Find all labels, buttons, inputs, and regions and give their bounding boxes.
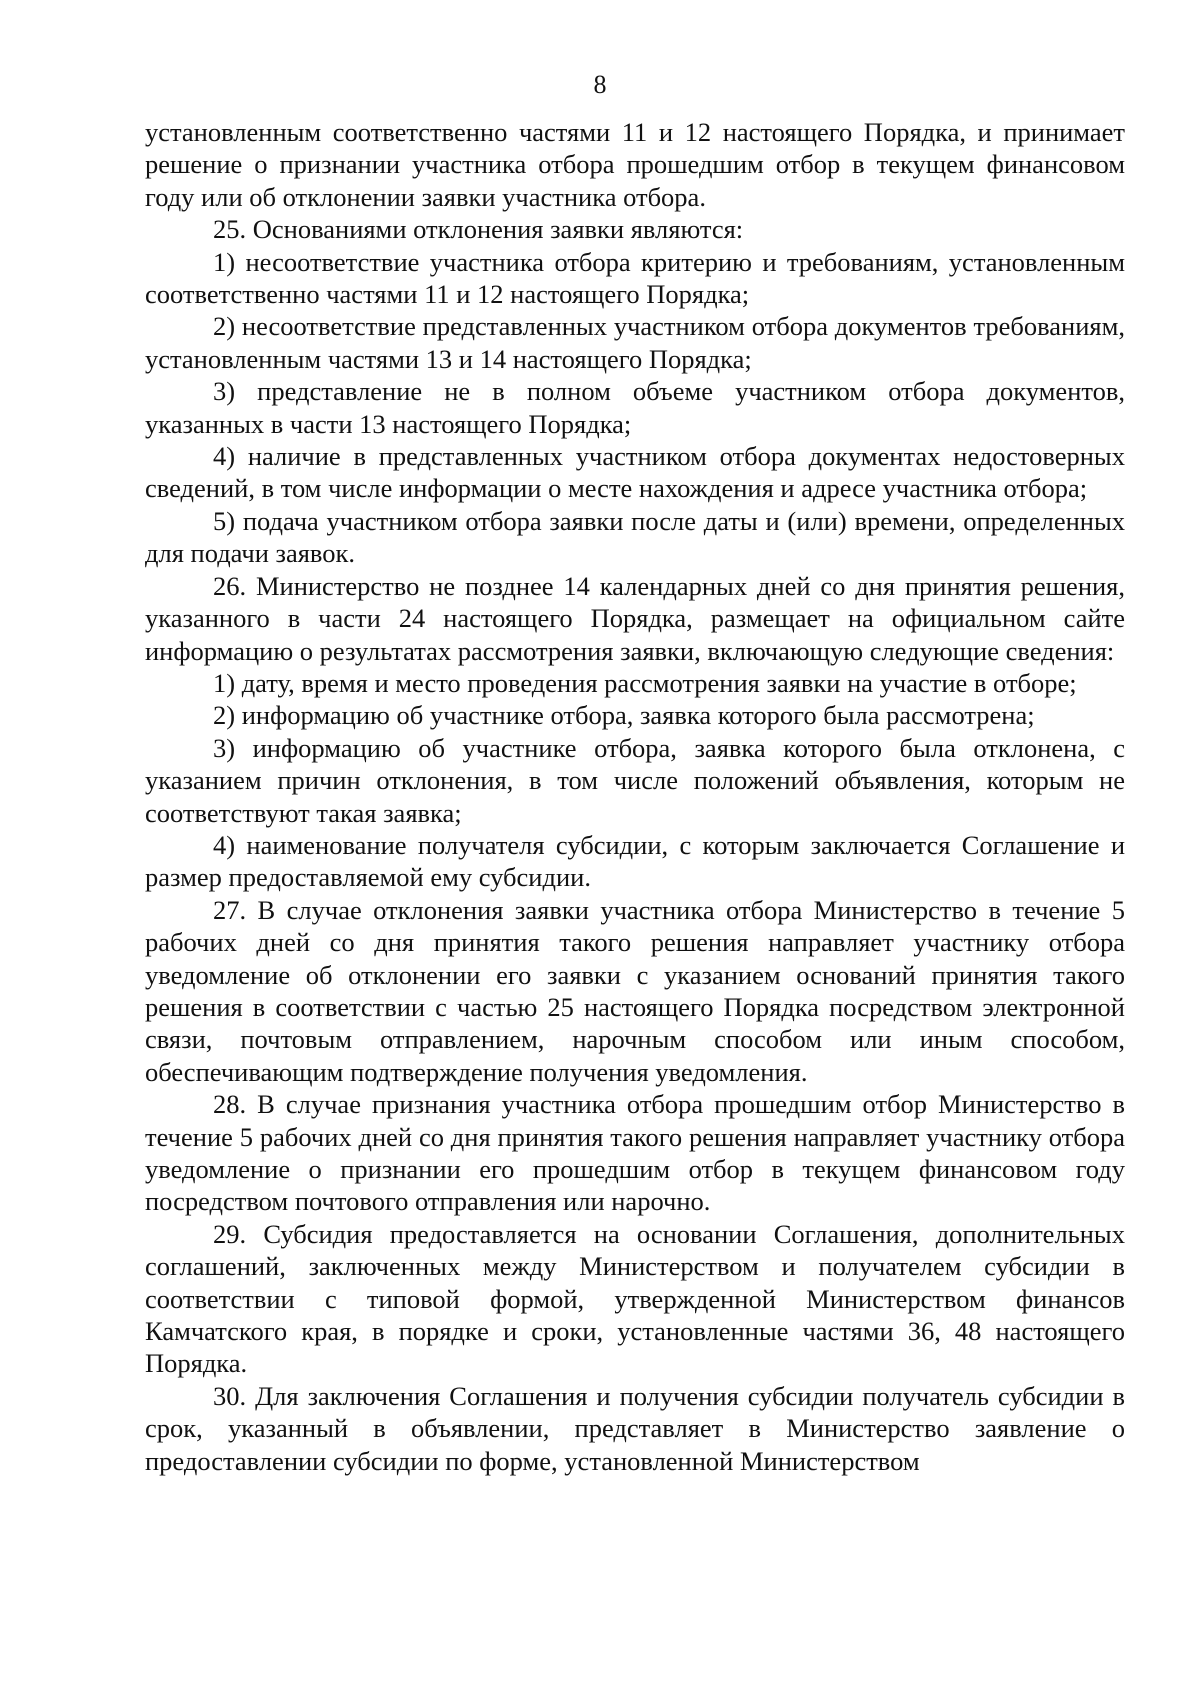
paragraph-26-item-4: 4) наименование получателя субсидии, с которым заключается Соглашение и размер предоставляемой ему субсидии.: [145, 829, 1125, 893]
paragraph-26-item-1: 1) дату, время и место проведения рассмотрения заявки на участие в отборе;: [213, 667, 1077, 698]
document-body: [145, 116, 1125, 1477]
page-number: 8: [593, 70, 607, 99]
paragraph-30: 30. Для заключения Соглашения и получения субсидии получатель субсидии в срок, указанный в объявлении, представляет в Министерство заявление о предоставлении субсидии по форме, установленной Министерством: [145, 1380, 1125, 1476]
paragraph-25-item-5: 5) подача участником отбора заявки после даты и (или) времени, определенных для подачи заявок.: [145, 505, 1125, 569]
paragraph-26: 26. Министерство не позднее 14 календарных дней со дня принятия решения, указанного в части 24 настоящего Порядка, размещает на официальном сайте информацию о результатах рассмотрения заявки, включающую следующие сведения:: [145, 570, 1125, 666]
paragraph-continuation: установленным соответственно частями 11 и 12 настоящего Порядка, и принимает решение о признании участника отбора прошедшим отбор в текущем финансовом году или об отклонении заявки участника отбора.: [145, 117, 1125, 212]
paragraph-29: 29. Субсидия предоставляется на основании Соглашения, дополнительных соглашений, заключенных между Министерством и получателем субсидии в соответствии с типовой формой, утвержденной Министерством финансов Камчатского края, в порядке и сроки, установленные частями 36, 48 настоящего Порядка.: [145, 1218, 1125, 1379]
paragraph-25-item-4: 4) наличие в представленных участником отбора документах недостоверных сведений, в том числе информации о месте нахождения и адресе участника отбора;: [145, 441, 1125, 504]
paragraph-25-item-1: 1) несоответствие участника отбора критерию и требованиям, установленным соответственно частями 11 и 12 настоящего Порядка;: [145, 246, 1125, 310]
paragraph-27: 27. В случае отклонения заявки участника отбора Министерство в течение 5 рабочих дней со дня принятия такого решения направляет участнику отбора уведомление об отклонении его заявки с указанием оснований принятия такого решения в соответствии с частью 25 настоящего Порядка посредством электронной связи, почтовым отправлением, нарочным способом или иным способом, обеспечивающим подтверждение получения уведомления.: [145, 894, 1125, 1087]
paragraph-26-item-2: 2) информацию об участнике отбора, заявка которого была рассмотрена;: [213, 700, 1035, 731]
paragraph-25: 25. Основаниями отклонения заявки являются:: [213, 214, 744, 245]
paragraph-26-item-3: 3) информацию об участнике отбора, заявка которого была отклонена, с указанием причин отклонения, в том числе положений объявления, которым не соответствуют такая заявка;: [145, 732, 1125, 828]
paragraph-25-item-3: 3) представление не в полном объеме участником отбора документов, указанных в части 13 настоящего Порядка;: [145, 376, 1125, 439]
paragraph-28: 28. В случае признания участника отбора прошедшим отбор Министерство в течение 5 рабочих дней со дня принятия такого решения направляет участнику отбора уведомление о признании его прошедшим отбор в текущем финансовом году посредством почтового отправления или нарочно.: [145, 1089, 1125, 1217]
paragraph-25-item-2: 2) несоответствие представленных участником отбора документов требованиям, установленным частями 13 и 14 настоящего Порядка;: [145, 311, 1125, 374]
